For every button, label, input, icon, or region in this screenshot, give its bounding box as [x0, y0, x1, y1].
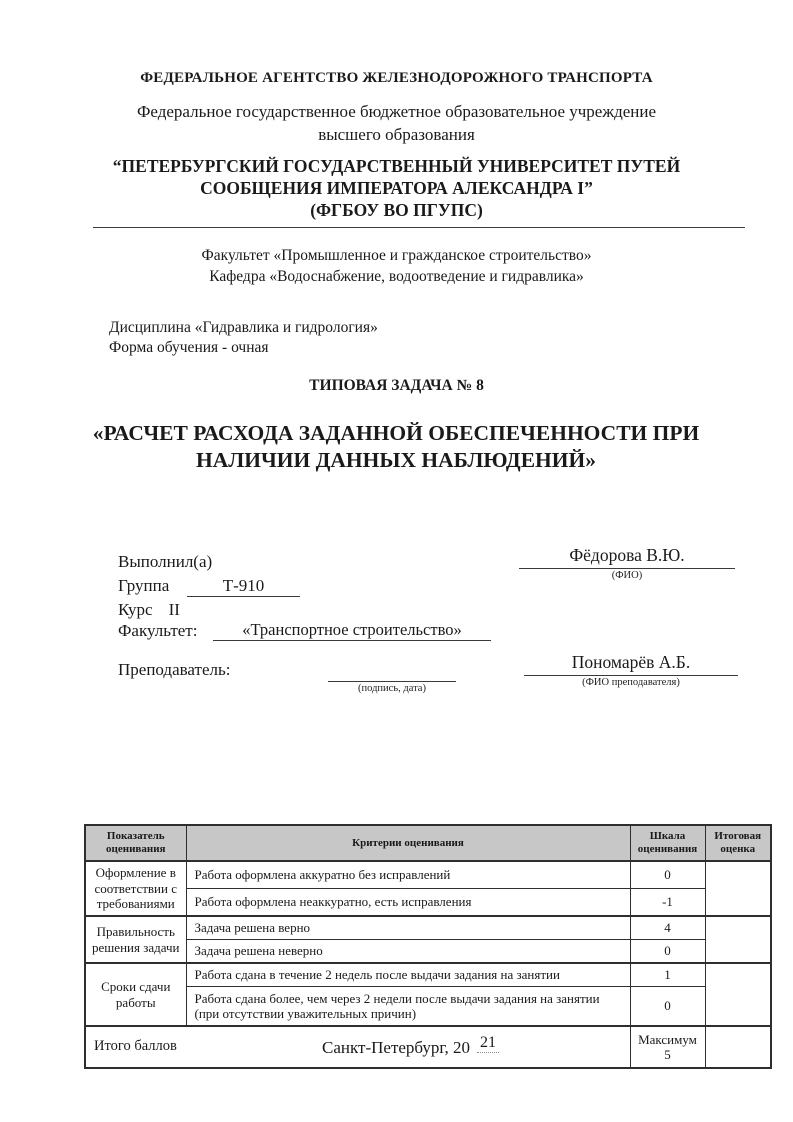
student-name: Фёдорова В.Ю. [519, 545, 735, 569]
table-header-row [85, 825, 771, 861]
group-value: Т-910 [222, 576, 265, 595]
scale-cell: 1 [630, 963, 705, 987]
university-line-2: СООБЩЕНИЯ ИМПЕРАТОРА АЛЕКСАНДРА I” [200, 178, 593, 198]
table-row [85, 889, 771, 917]
student-name-field [519, 545, 735, 581]
agency-title: ФЕДЕРАЛЬНОЕ АГЕНТСТВО ЖЕЛЕЗНОДОРОЖНОГО ТРАНСПОРТА [140, 70, 653, 86]
signature-caption: (подпись, дата) [358, 683, 426, 694]
table-row [85, 987, 771, 1027]
department-line: Кафедра «Водоснабжение, водоотведение и гидравлика» [209, 268, 584, 285]
total-label-cell: Итого баллов [85, 1026, 630, 1068]
course-row [118, 600, 180, 620]
criterion-cell: Задача решена неверно [186, 940, 630, 964]
university-line-3: (ФГБОУ ВО ПГУПС) [310, 200, 483, 220]
university-line-1: “ПЕТЕРБУРГСКИЙ ГОСУДАРСТВЕННЫЙ УНИВЕРСИТЕТ ПУТЕЙ [112, 156, 681, 176]
teacher-name-caption: (ФИО преподавателя) [582, 677, 680, 688]
max-score-word: Максимум [638, 1031, 697, 1047]
criterion-cell: Задача решена верно [186, 916, 630, 940]
criterion-cell: Работа оформлена неаккуратно, есть исправления [186, 889, 630, 917]
scale-cell: 0 [630, 987, 705, 1027]
faculty-value-underline [213, 614, 491, 641]
footer-city-year [0, 1034, 793, 1058]
table-row [85, 940, 771, 964]
header-divider [93, 227, 745, 228]
col-header-criteria: Критерии оценивания [186, 825, 630, 861]
final-score-cell [705, 861, 771, 916]
indicator-cell: Оформление в соответствии с требованиями [85, 861, 186, 916]
study-form-line: Форма обучения - очная [109, 339, 269, 356]
performed-label: Выполнил(а) [118, 552, 213, 571]
university-name [0, 155, 793, 221]
final-score-cell [705, 963, 771, 1026]
footer-year-value: 21 [477, 1034, 499, 1053]
signature-line [328, 655, 456, 682]
footer-city-text: Санкт-Петербург, 20 [322, 1038, 470, 1057]
course-info-block [109, 318, 378, 358]
student-name-caption: (ФИО) [611, 570, 643, 581]
faculty-label: Факультет: [118, 621, 198, 640]
scale-cell: 4 [630, 916, 705, 940]
table-row [85, 916, 771, 940]
final-score-cell [705, 916, 771, 963]
criterion-cell: Работа сдана в течение 2 недель после выдачи задания на занятии [186, 963, 630, 987]
teacher-label: Преподаватель: [118, 660, 231, 679]
max-score-value: 5 [664, 1047, 671, 1062]
scale-cell: 0 [630, 940, 705, 964]
criterion-cell: Работа оформлена аккуратно без исправлений [186, 861, 630, 889]
col-header-final: Итоговая оценка [705, 825, 771, 861]
scale-cell: 0 [630, 861, 705, 889]
col-header-indicator: Показатель оценивания [85, 825, 186, 861]
discipline-line: Дисциплина «Гидравлика и гидрология» [109, 319, 378, 336]
criterion-cell: Работа сдана более, чем через 2 недели после выдачи задания на занятии (при отсутствии уважительных причин) [186, 987, 630, 1027]
institution-name [0, 100, 793, 146]
group-value-underline [187, 570, 300, 597]
teacher-name-field [524, 652, 738, 688]
scale-cell: -1 [630, 889, 705, 917]
evaluation-table [84, 824, 772, 1069]
institution-line-2: высшего образования [318, 125, 475, 144]
group-label: Группа [118, 576, 170, 595]
task-title-heading: «РАСЧЕТ РАСХОДА ЗАДАННОЙ ОБЕСПЕЧЕННОСТИ ПРИ НАЛИЧИИ ДАННЫХ НАБЛЮДЕНИЙ» [92, 421, 700, 472]
signature-field [328, 655, 456, 694]
faculty-value: «Транспортное строительство» [242, 620, 462, 639]
teacher-name: Пономарёв А.Б. [524, 652, 738, 676]
institution-line-1: Федеральное государственное бюджетное образовательное учреждение [136, 102, 657, 121]
course-label: Курс [118, 600, 153, 619]
table-row [85, 861, 771, 889]
task-type-heading: ТИПОВАЯ ЗАДАЧА № 8 [309, 377, 484, 394]
table-row [85, 963, 771, 987]
col-header-scale: Шкала оценивания [630, 825, 705, 861]
indicator-cell: Сроки сдачи работы [85, 963, 186, 1026]
faculty-line: Факультет «Промышленное и гражданское строительство» [201, 247, 592, 264]
course-value: II [168, 600, 180, 619]
faculty-department-block [0, 245, 793, 287]
indicator-cell: Правильность решения задачи [85, 916, 186, 963]
